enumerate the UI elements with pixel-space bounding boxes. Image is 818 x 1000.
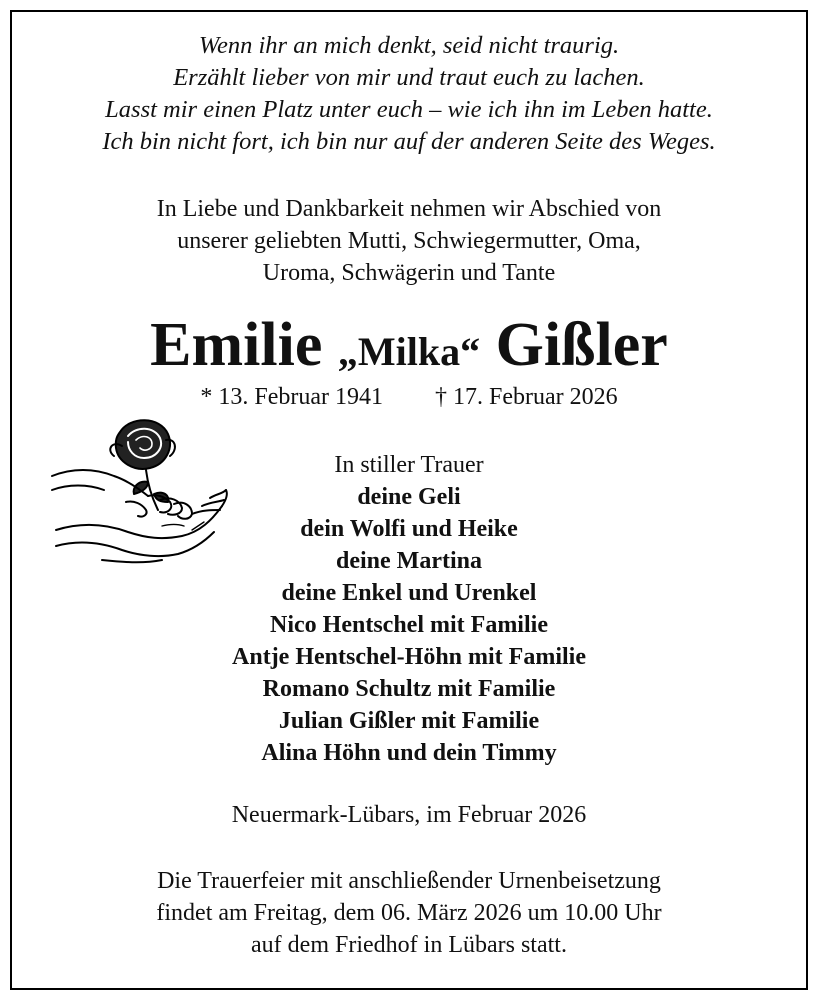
mourning-intro: In stiller Trauer [334,452,484,478]
funeral-line-2: findet am Freitag, dem 06. März 2026 um 10.00 Uhr [156,900,662,926]
mourner-line: Nico Hentschel mit Familie [270,612,548,638]
poem-line-3: Lasst mir einen Platz unter euch – wie ich ihn im Leben hatte. [105,96,713,123]
deceased-name [12,311,806,379]
funeral-line-3: auf dem Friedhof in Lübars statt. [251,932,567,958]
death-date: † 17. Februar 2026 [435,384,618,410]
life-dates [12,384,806,411]
birth-date: * 13. Februar 1941 [200,384,383,410]
first-name: Emilie [150,311,323,379]
mourner-line: deine Martina [336,548,482,574]
intro-line-3: Uroma, Schwägerin und Tante [262,260,556,286]
mourner-line: Romano Schultz mit Familie [262,676,556,702]
last-name: Gißler [495,311,668,379]
poem-line-2: Erzählt lieber von mir und traut euch zu lachen. [173,64,645,91]
funeral-line-1: Die Trauerfeier mit anschließender Urnenbeisetzung [157,868,661,894]
poem-line-1: Wenn ihr an mich denkt, seid nicht traurig. [198,32,620,59]
nickname: „Milka“ [337,329,481,374]
mourner-line: Alina Höhn und dein Timmy [261,740,557,766]
intro-line-2: unserer geliebten Mutti, Schwiegermutter, Oma, [177,228,641,254]
obituary-notice [10,10,808,990]
poem-line-4: Ich bin nicht fort, ich bin nur auf der anderen Seite des Weges. [102,128,716,155]
mourner-line: Antje Hentschel-Höhn mit Familie [232,644,586,670]
mourner-line: Julian Gißler mit Familie [278,708,540,734]
mourner-line: deine Geli [357,484,461,510]
mourner-line: deine Enkel und Urenkel [281,580,537,606]
place-date: Neuermark-Lübars, im Februar 2026 [231,802,587,828]
mourner-line: dein Wolfi und Heike [300,516,518,542]
intro-line-1: In Liebe und Dankbarkeit nehmen wir Abschied von [156,196,662,222]
